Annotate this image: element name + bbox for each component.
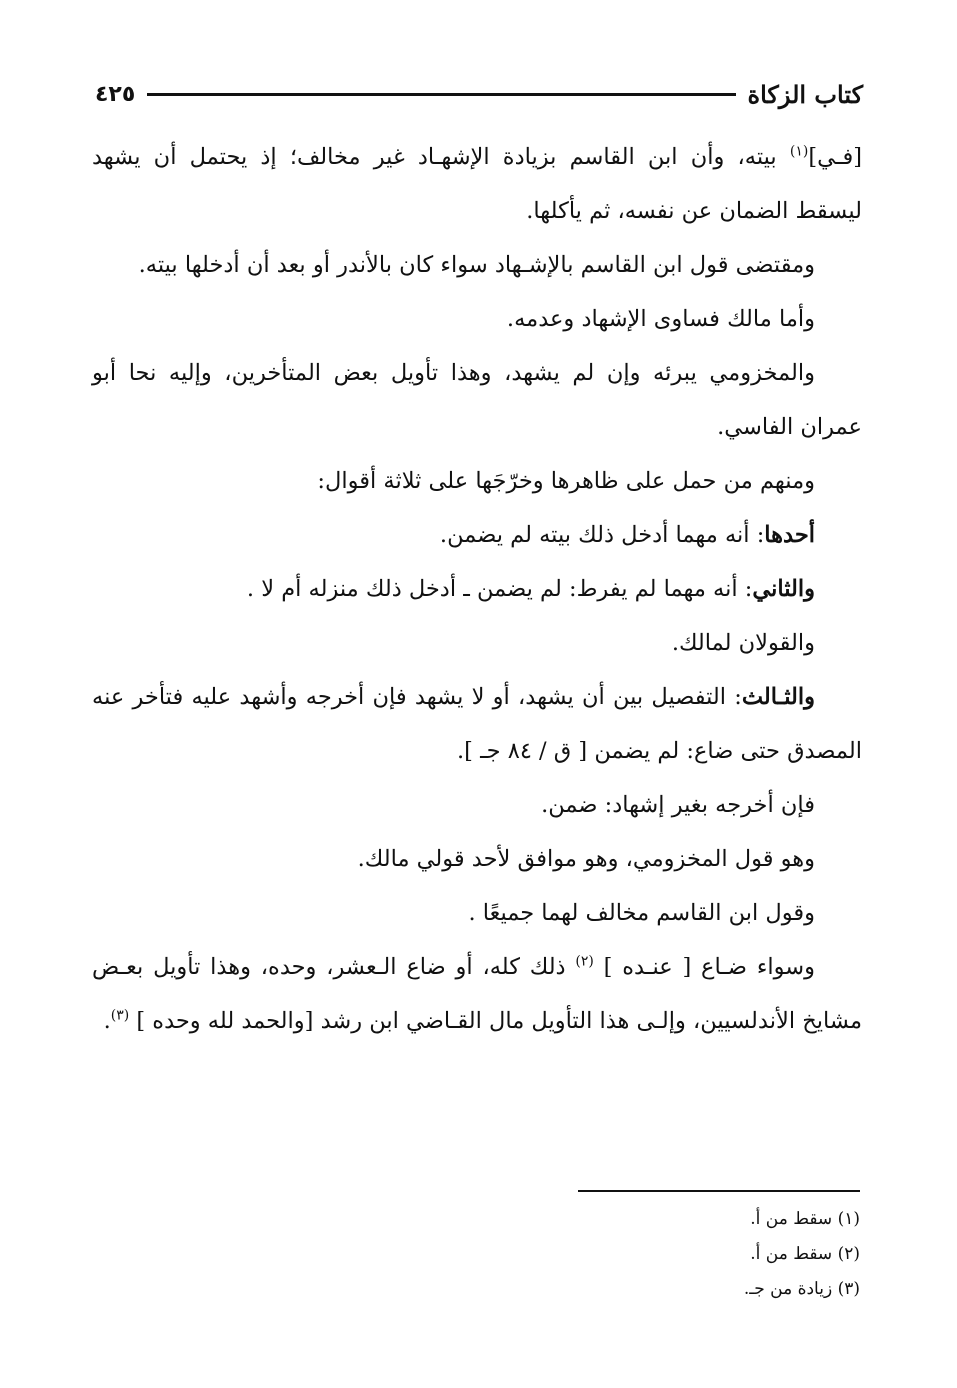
header-rule	[147, 93, 735, 96]
footnote-ref: (٢)	[575, 953, 594, 970]
main-text	[92, 130, 862, 1048]
paragraph-text: .	[103, 1008, 111, 1034]
paragraph-text: فإن أخرجه بغير إشهاد: ضمن.	[541, 792, 815, 818]
paragraph-text: وهو قول المخزومي، وهو موافق لأحد قولي مالك.	[357, 846, 815, 872]
enumeration-label: والثـالث	[741, 684, 815, 710]
footnotes	[560, 1202, 860, 1307]
paragraph-text: ومنهم من حمل على ظاهرها وخرّجَها على ثلاثة أقوال:	[317, 468, 815, 494]
paragraph	[92, 130, 862, 238]
paragraph	[92, 238, 862, 292]
paragraph-text: بيته، وأن ابن القاسم بزيادة الإشهـاد غير مخالف؛ إذ يحتمل أن يشهد ليسقط الضمان عن نفسه، ثم يأكلها.	[92, 144, 862, 224]
paragraph	[92, 616, 862, 670]
paragraph-text: وأما مالك فساوى الإشهاد وعدمه.	[506, 306, 815, 332]
paragraph-text: : أنه مهما لم يفرط: لم يضمن ـ أدخل ذلك منزله أم لا .	[246, 576, 753, 602]
paragraph-text: : أنه مهما أدخل ذلك بيته لم يضمن.	[439, 522, 765, 548]
footnote-ref: (٣)	[110, 1007, 130, 1024]
paragraph-text: وسواء ضـاع [ عنـده ]	[593, 954, 816, 980]
footnote-ref: (١)	[789, 143, 809, 160]
paragraph	[92, 562, 862, 616]
page-number: ٤٢٥	[95, 81, 136, 107]
paragraph	[92, 832, 862, 886]
paragraph	[92, 292, 862, 346]
paragraph-text: وقول ابن القاسم مخالف لهما جميعًا .	[468, 900, 815, 926]
paragraph-text: والمخزومي يبرئه وإن لم يشهد، وهذا تأويل بعض المتأخرين، وإليه نحا أبو عمران الفاسي.	[92, 360, 862, 440]
footnote: (٣) زيادة من جـ.	[743, 1279, 860, 1299]
enumeration-label: أحدها	[764, 522, 815, 548]
paragraph-text: : التفصيل بين أن يشهد، أو لا يشهد فإن أخرجه وأشهد عليه فتأخر عنه المصدق حتى ضاع: لم يضمن [ ق / ٨٤ جـ ].	[92, 684, 862, 764]
enumeration-label: والثاني	[752, 576, 815, 602]
paragraph-text: ومقتضى قول ابن القاسم بالإشـهاد سواء كان بالأندر أو بعد أن أدخلها بيته.	[138, 252, 815, 278]
paragraph-text: ذلك كله، أو ضاع الـعشر، وحده، وهذا تأويل بعـض مشايخ الأندلسيين، وإلـى هذا التأويل مال القـاضي ابن رشد [والحمد لله وحده ]	[92, 954, 862, 1034]
paragraph	[92, 778, 862, 832]
paragraph	[92, 454, 862, 508]
paragraph	[92, 346, 862, 454]
footnote-rule	[578, 1190, 860, 1192]
footnote: (١) سقط من أ.	[750, 1209, 860, 1229]
paragraph-text: والقولان لمالك.	[671, 630, 815, 656]
paragraph	[92, 508, 862, 562]
paragraph	[92, 940, 862, 1048]
paragraph	[92, 670, 862, 778]
paragraph-text: [فـي]	[808, 144, 862, 170]
page-header	[95, 72, 863, 116]
paragraph	[92, 886, 862, 940]
chapter-title: كتاب الزكاة	[747, 79, 863, 109]
footnote: (٢) سقط من أ.	[750, 1244, 860, 1264]
